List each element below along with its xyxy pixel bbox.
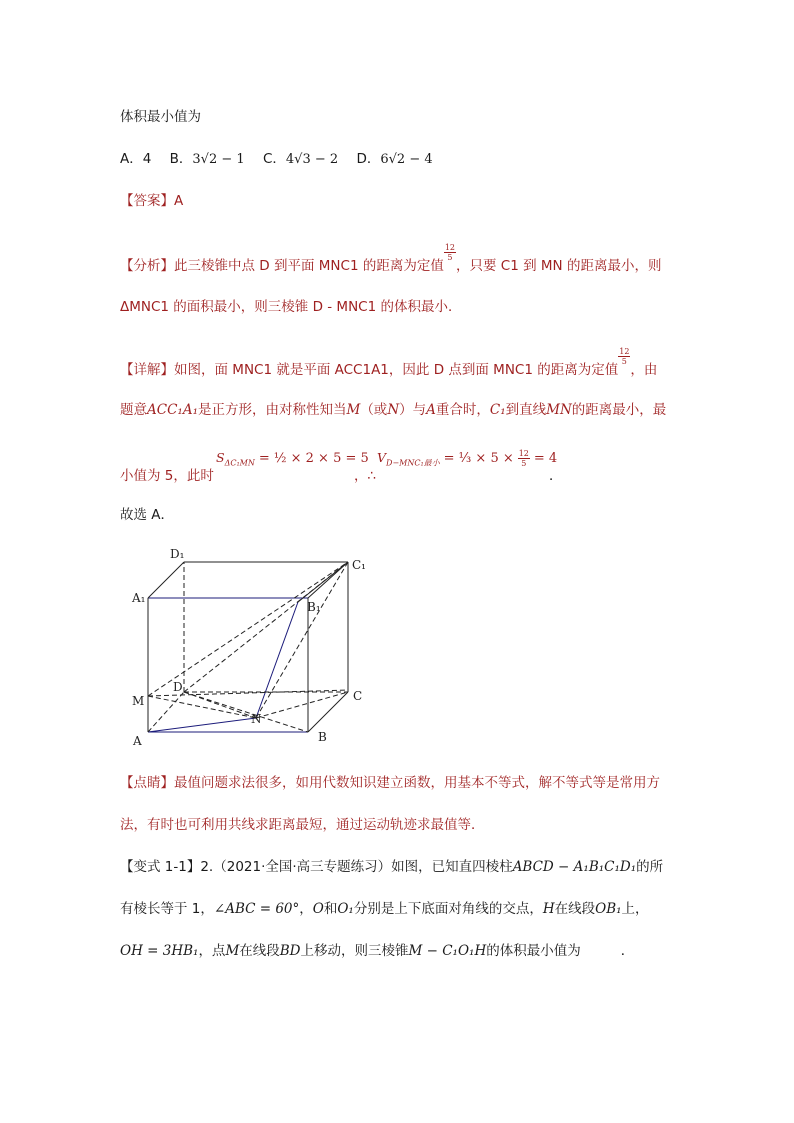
variant-line-3: OH = 3HB₁，点M在线段BD上移动，则三棱锥M − C₁O₁H的体积最小值为 ． (120, 943, 635, 959)
volume-formula: $V_{D-MNC_1最小}$ = ⅓ × 5 × $\frac{12}{5}$ = 4 (377, 449, 558, 468)
label-D: D (173, 680, 183, 694)
detail-tag: 【详解】 (120, 362, 174, 378)
answer-line (120, 191, 183, 211)
options-row (120, 149, 447, 170)
prism-figure (130, 540, 380, 755)
analysis-fraction: $\frac{12}{5}$ (444, 242, 456, 262)
variant-number: 2. (200, 859, 214, 875)
detail-text-1-end: ，由 (630, 362, 658, 378)
comment-line-2: 法，有时也可利用共线求距离最短，通过运动轨迹求最值等． (120, 817, 485, 833)
detail-line-3-end: ． (549, 468, 563, 484)
edge-A-D (148, 692, 184, 732)
line-A-N (148, 718, 256, 732)
label-D1: D₁ (170, 547, 185, 561)
line-D-C1 (184, 562, 348, 692)
line-M-C1 (148, 562, 348, 696)
analysis-line-2: ΔMNC1 的面积最小，则三棱锥 D - MNC1 的体积最小． (120, 299, 462, 315)
variant-line-2: 有棱长等于 1，∠ABC = 60°，O和O₁分别是上下底面对角线的交点，H在线段OB₁上， (120, 901, 649, 917)
label-A1: A₁ (132, 591, 146, 605)
answer-tag: 【答案】 (120, 193, 174, 209)
line-N-C (256, 692, 348, 718)
answer-value: A (174, 193, 184, 209)
edge-A1-D1 (148, 562, 184, 598)
detail-fraction: $\frac{12}{5}$ (619, 346, 630, 366)
analysis-text-1: 此三棱锥中点 D 到平面 MNC1 的距离为定值 (174, 258, 444, 274)
label-A: A (133, 734, 142, 748)
variant-tag: 【变式 1-1】 (120, 859, 201, 875)
line-D-B (184, 692, 308, 732)
line-M-N (148, 696, 256, 718)
detail-line-1 (120, 346, 658, 380)
question-stem-tail: 体积最小值为 (120, 109, 201, 125)
detail-line-2: 题意ACC₁A₁是正方形，由对称性知当M（或N）与A重合时，C₁到直线MN的距离最小，最 (120, 402, 667, 418)
analysis-tag: 【分析】 (120, 258, 174, 274)
comment-text-1: 最值问题求法很多，如用代数知识建立函数，用基本不等式，解不等式等是常用方 (174, 775, 660, 791)
option-d: D．6√2 − 4 (356, 151, 433, 167)
comment-line-1 (120, 773, 660, 793)
option-c: C．4√3 − 2 (262, 151, 339, 167)
analysis-text-1-end: ，只要 C1 到 MN 的距离最小，则 (456, 258, 662, 274)
label-M: M (132, 694, 145, 708)
volume-fraction: $\frac{12}{5}$ (518, 449, 529, 468)
label-C1: C₁ (352, 558, 366, 572)
comment-tag: 【点睛】 (120, 775, 174, 791)
analysis-line-1 (120, 242, 662, 276)
option-a: A．4 (120, 151, 152, 167)
option-b: B．3√2 − 1 (169, 151, 245, 167)
detail-line-3-therefore: ，∴ (354, 468, 377, 484)
label-N: N (251, 712, 262, 726)
detail-line-3: 小值为 5，此时 (120, 468, 214, 484)
variant-line-1: 【变式 1-1】2.（2021·全国·高三专题练习）如图，已知直四棱柱ABCD − A₁B₁C₁D₁的所 (120, 859, 664, 875)
label-B: B (318, 730, 327, 744)
detail-text-1: 如图，面 MNC1 就是平面 ACC1A1，因此 D 点到面 MNC1 的距离为定值 (174, 362, 619, 378)
line-N-C1 (256, 562, 348, 718)
area-formula: $S_{\Delta C_1MN}$ = ½ × 2 × 5 = 5 (216, 450, 369, 468)
label-B1: B₁ (307, 600, 321, 614)
detail-conclusion: 故选 A． (120, 507, 175, 523)
label-C: C (353, 689, 363, 703)
